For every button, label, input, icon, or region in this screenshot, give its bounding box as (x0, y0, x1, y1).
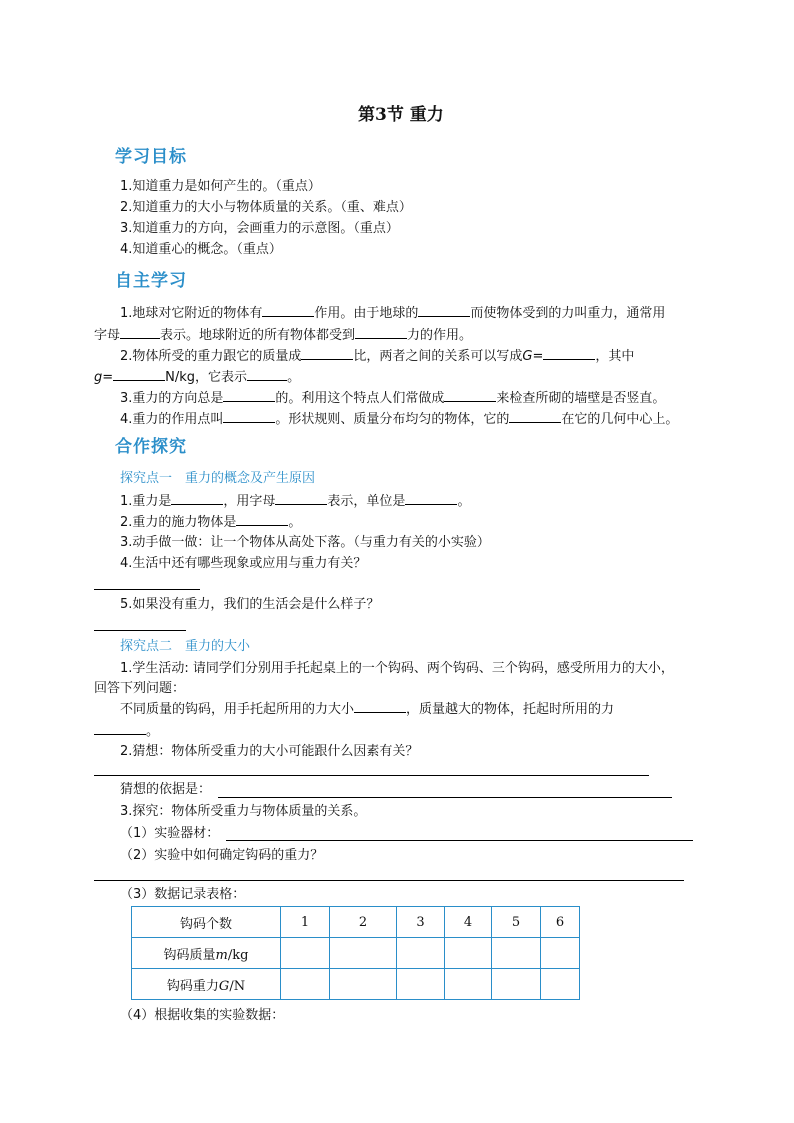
point2-q3: 3.探究：物体所受重力与物体质量的关系。 (120, 804, 367, 819)
point1-q5: 5.如果没有重力，我们的生活会是什么样子？ (120, 597, 380, 612)
step-two: （2）实验中如何确定钩码的重力？ (120, 848, 324, 863)
table-row (132, 969, 580, 1000)
table-cell[interactable] (397, 938, 445, 969)
answer-line[interactable] (94, 589, 200, 590)
answer-line[interactable] (218, 797, 672, 798)
answer-blank[interactable] (418, 304, 470, 317)
self-study-heading: 自主学习 (115, 271, 187, 291)
point1-q1: 1.重力是 ，用字母 表示，单位是 。 (120, 494, 471, 509)
table-cell[interactable] (330, 938, 397, 969)
table-header-cell: 2 (330, 907, 397, 938)
table-cell[interactable] (445, 938, 492, 969)
table-header-cell: 4 (445, 907, 492, 938)
point2-q2: 2.猜想：物体所受重力的大小可能跟什么因素有关？ (120, 744, 419, 759)
table-header-cell: 1 (281, 907, 330, 938)
answer-blank[interactable] (509, 410, 561, 423)
answer-blank[interactable] (275, 492, 327, 505)
self-study-q2-cont: g= N/kg，它表示 。 (94, 370, 301, 385)
self-study-q2: 2.物体所受的重力跟它的质量成 比，两者之间的关系可以写成G= ，其中 (120, 349, 635, 364)
table-cell[interactable] (281, 969, 330, 1000)
goal-item: 3.知道重力的方向，会画重力的示意图。（重点） (120, 221, 399, 236)
materials-label: （1）实验器材： (120, 826, 220, 841)
answer-blank[interactable] (543, 347, 595, 360)
self-study-q1-cont: 字母 表示。地球附近的所有物体都受到 力的作用。 (94, 328, 473, 343)
point2-q1-answer-cont: 。 (94, 722, 159, 741)
answer-blank[interactable] (355, 326, 407, 339)
point1-q4: 4.生活中还有哪些现象或应用与重力有关？ (120, 556, 367, 571)
table-header-cell: 钩码个数 (132, 907, 281, 938)
answer-blank[interactable] (223, 410, 275, 423)
answer-blank[interactable] (262, 304, 314, 317)
table-cell[interactable] (330, 969, 397, 1000)
table-header-cell: 6 (541, 907, 580, 938)
table-row-label: 钩码质量m/kg (132, 938, 281, 969)
answer-blank[interactable] (223, 389, 275, 402)
table-cell[interactable] (492, 969, 541, 1000)
table-cell[interactable] (281, 938, 330, 969)
answer-blank[interactable] (120, 326, 160, 339)
cooperate-heading: 合作探究 (115, 437, 187, 457)
goals-heading: 学习目标 (115, 147, 187, 167)
goal-item: 1.知道重力是如何产生的。（重点） (120, 179, 321, 194)
answer-blank[interactable] (113, 368, 165, 381)
point-two-title: 探究点二 重力的大小 (120, 639, 251, 654)
point2-q1-cont: 回答下列问题： (94, 681, 186, 696)
goal-item: 4.知道重心的概念。（重点） (120, 242, 282, 257)
table-cell[interactable] (541, 969, 580, 1000)
answer-line[interactable] (226, 840, 693, 841)
page-title: 第3节 重力 (358, 105, 444, 125)
answer-blank[interactable] (405, 492, 457, 505)
point2-q1: 1.学生活动: 请同学们分别用手托起桌上的一个钩码、两个钩码、三个钩码，感受所用力的大小， (120, 661, 674, 676)
answer-blank[interactable] (301, 347, 353, 360)
goal-item: 2.知道重力的大小与物体质量的关系。（重、难点） (120, 200, 412, 215)
point1-q3: 3.动手做一做：让一个物体从高处下落。（与重力有关的小实验） (120, 535, 490, 550)
point2-q1-answer: 不同质量的钩码，用手托起所用的力大小 ，质量越大的物体，托起时所用的力 (120, 702, 615, 717)
answer-blank[interactable] (236, 513, 288, 526)
table-cell[interactable] (445, 969, 492, 1000)
self-study-q3: 3.重力的方向总是 的。利用这个特点人们常做成 来检查所砌的墙壁是否竖直。 (120, 391, 666, 406)
answer-blank[interactable] (171, 492, 223, 505)
step-four: （4）根据收集的实验数据： (120, 1008, 285, 1023)
answer-line[interactable] (94, 775, 649, 776)
table-cell[interactable] (397, 969, 445, 1000)
answer-blank[interactable] (247, 368, 287, 381)
table-row (132, 938, 580, 969)
point1-q2: 2.重力的施力物体是 。 (120, 515, 302, 530)
table-cell[interactable] (492, 938, 541, 969)
table-cell[interactable] (541, 938, 580, 969)
step-three: （3）数据记录表格： (120, 887, 246, 902)
self-study-q1: 1.地球对它附近的物体有 作用。由于地球的 而使物体受到的力叫重力，通常用 (120, 306, 666, 321)
guess-basis-label: 猜想的依据是： (120, 782, 212, 797)
data-record-table (131, 906, 580, 1000)
table-row-label: 钩码重力G/N (132, 969, 281, 1000)
answer-line[interactable] (94, 630, 186, 631)
table-header-cell: 3 (397, 907, 445, 938)
table-header-cell: 5 (492, 907, 541, 938)
table-row (132, 907, 580, 938)
answer-blank[interactable] (444, 389, 496, 402)
point-one-title: 探究点一 重力的概念及产生原因 (120, 471, 316, 486)
answer-blank[interactable] (354, 700, 406, 713)
answer-blank[interactable] (94, 722, 146, 735)
answer-line[interactable] (94, 880, 684, 881)
self-study-q4: 4.重力的作用点叫 。形状规则、质量分布均匀的物体，它的 在它的几何中心上。 (120, 412, 679, 427)
